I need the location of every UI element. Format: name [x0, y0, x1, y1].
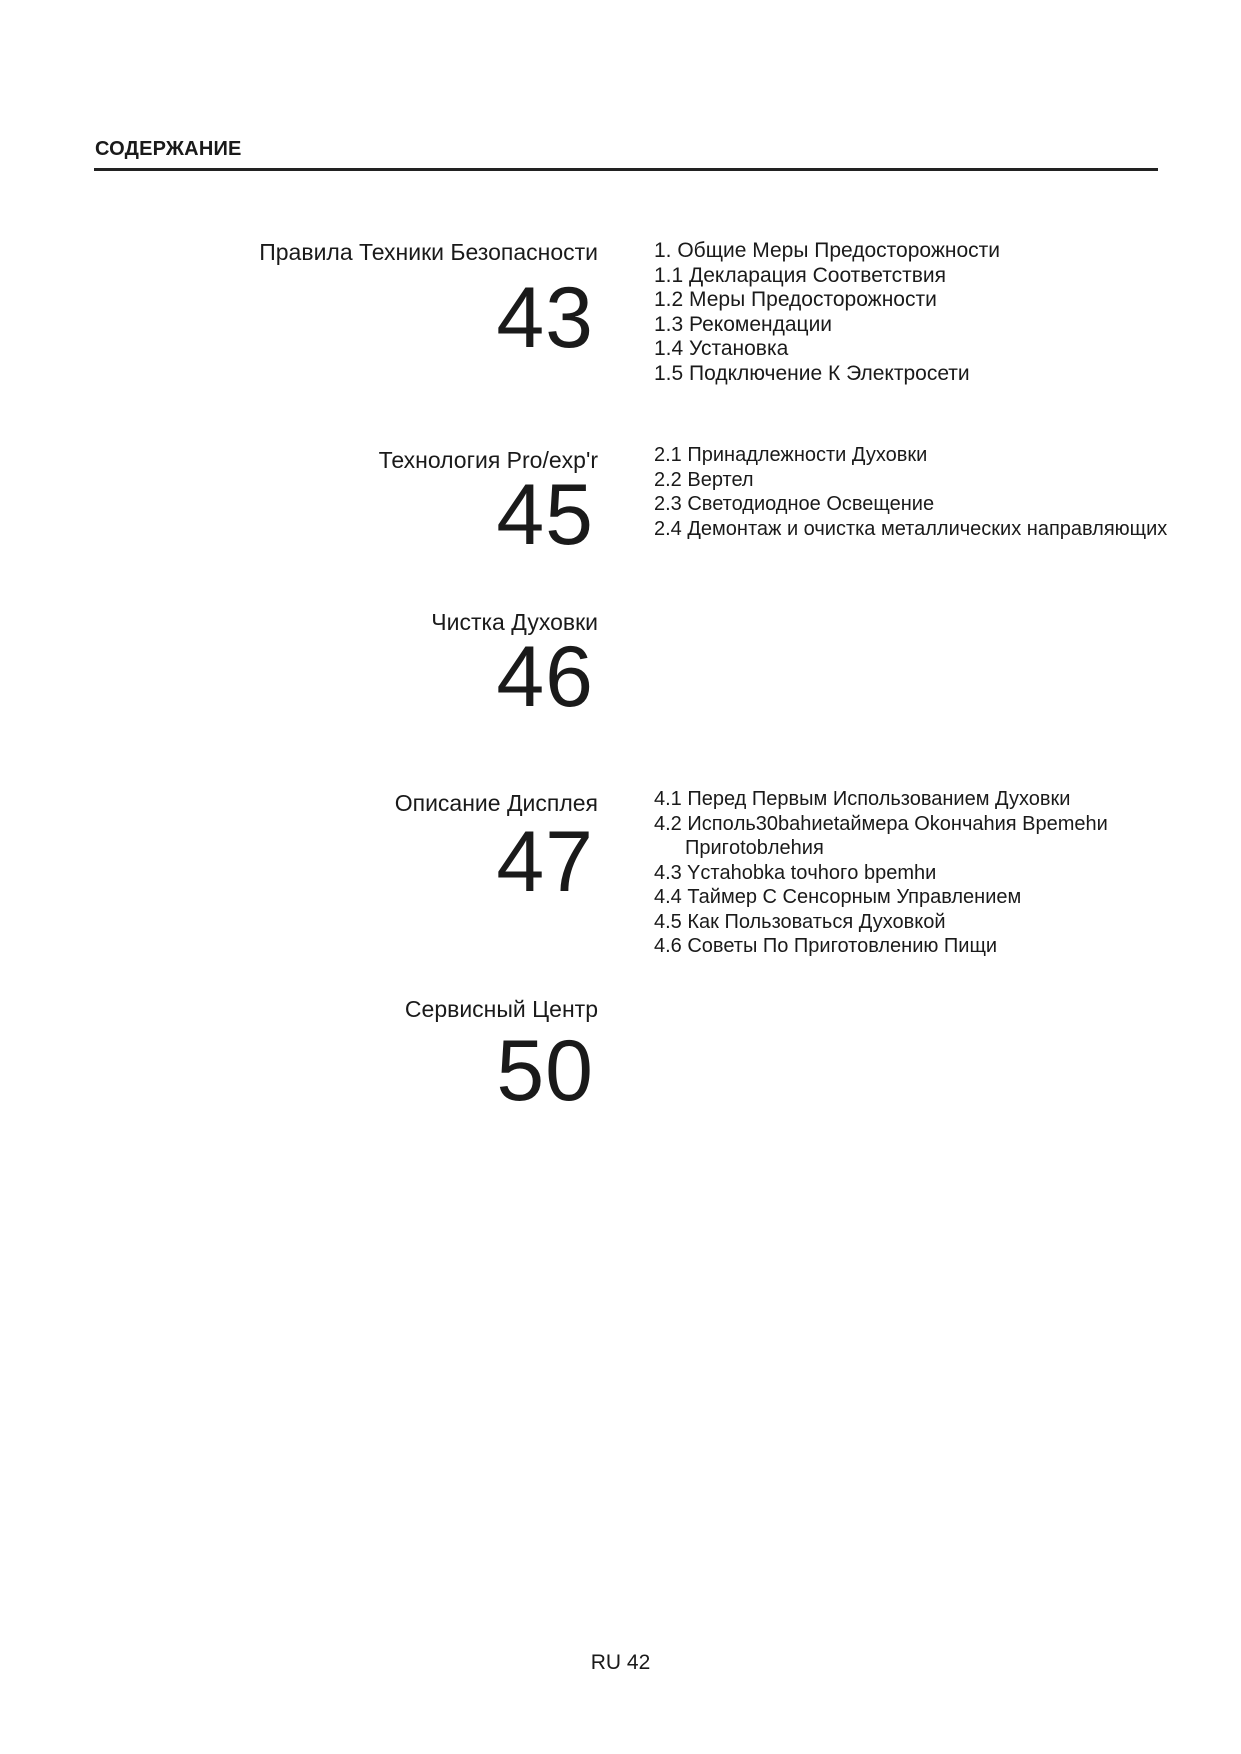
section-page-number: 50 — [496, 1023, 594, 1119]
list-item: 4.2 Испoль30bahиetaймера Okoнчahия Bpemehи — [654, 812, 1108, 835]
section-title: Технология Pro/exp'r — [378, 447, 598, 473]
section-item-list — [654, 787, 1108, 959]
list-item: 4.4 Таймер С Сенсорным Управлением — [654, 886, 1022, 908]
section-item-list — [654, 443, 1167, 541]
list-item-continuation-text: Пригotobлehия — [685, 837, 824, 859]
list-item: 1.2 Меры Предосторожности — [654, 288, 937, 311]
page-title: СОДЕРЖАНИЕ — [95, 138, 242, 160]
section-page-number: 47 — [496, 814, 594, 910]
contents-header — [94, 138, 1158, 171]
list-item: 4.1 Перед Первым Использованием Духовки — [654, 788, 1071, 810]
list-item: 1.5 Подключение К Электросети — [654, 361, 970, 385]
section-item-list — [654, 239, 1000, 386]
section-title: Правила Техники Безопасности — [259, 239, 598, 265]
list-item: 2.2 Вертел — [654, 468, 754, 491]
list-item: 2.3 Светодиодное Освещение — [654, 493, 935, 515]
page-number-footer: RU 42 — [590, 1651, 651, 1674]
list-item: 2.4 Демонтаж и очистка металлических направляющих — [654, 517, 1168, 540]
list-item: 1.3 Рекомендации — [654, 312, 833, 336]
section-title: Описание Дисплея — [394, 790, 598, 816]
section-title: Сервисный Центр — [404, 996, 598, 1022]
header-divider — [94, 168, 1158, 171]
list-item: 4.6 Советы По Приготовлению Пищи — [654, 935, 998, 957]
section-page-number: 45 — [496, 467, 594, 563]
list-item: 1.1 Декларация Соответствия — [654, 263, 946, 287]
list-item: 4.5 Как Пользоваться Духовкой — [654, 910, 946, 933]
list-item: 4.3 Ycтahobka toчhoгo bpemhи — [654, 861, 937, 884]
section-title: Чистка Духовки — [431, 609, 598, 635]
list-item: 1.4 Установка — [654, 337, 789, 360]
section-page-number: 43 — [496, 270, 594, 366]
list-item: 2.1 Принадлежности Духовки — [654, 444, 928, 466]
section-page-number: 46 — [496, 629, 594, 725]
list-item: 1. Общие Меры Предосторожности — [654, 239, 1001, 262]
list-item-continuation — [654, 836, 1108, 861]
